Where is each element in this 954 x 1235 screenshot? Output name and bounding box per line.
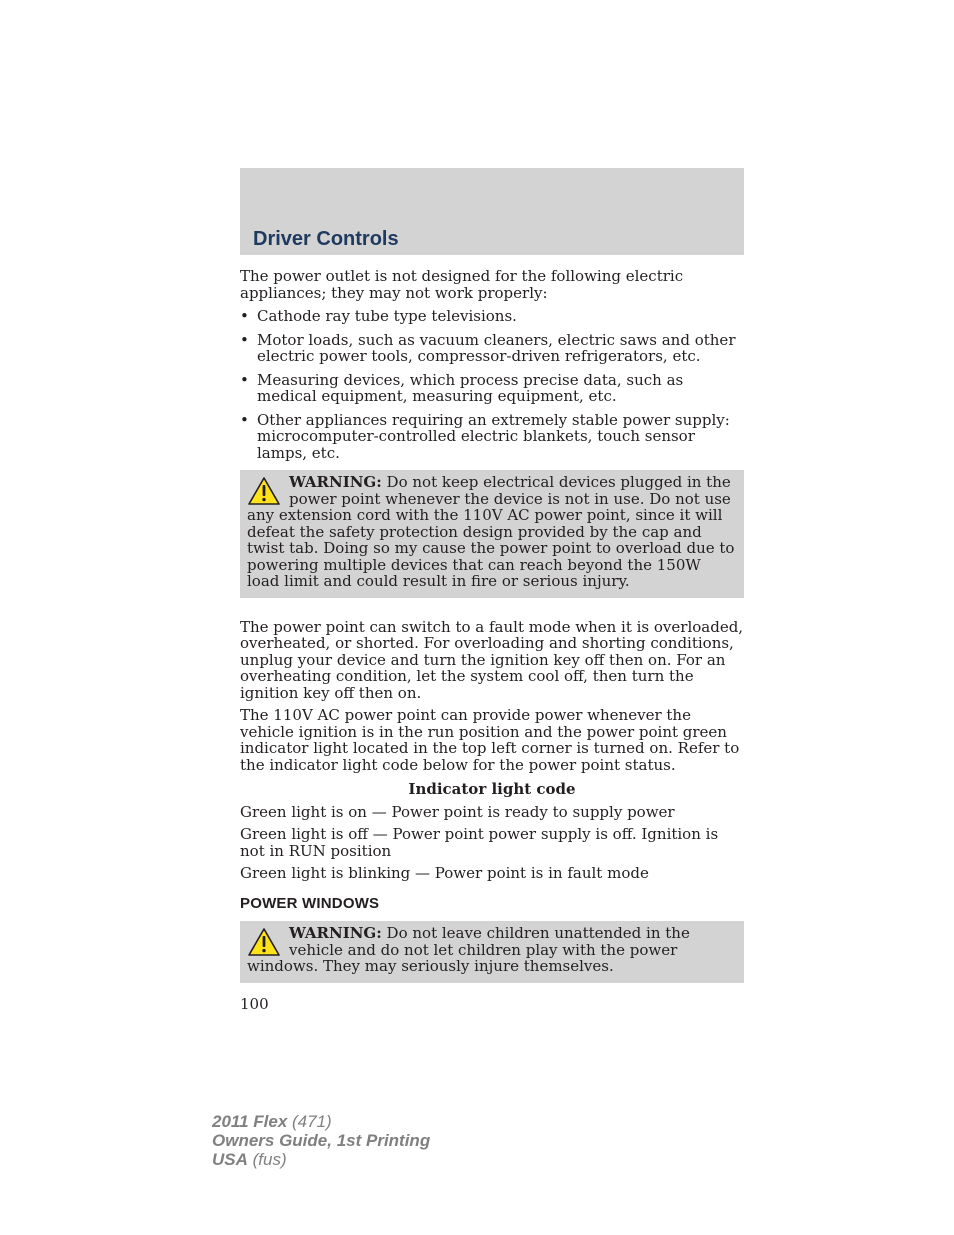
bullet-symbol: • [240,370,249,389]
footer-market: USA [212,1150,248,1169]
page-number: 100 [240,994,269,1013]
list-item-text: Other appliances requiring an extremely stable power supply: microcomputer-controlled electric blankets, touch sensor lamps, etc. [257,410,730,462]
indicator-code-line: Green light is on — Power point is ready to supply power [240,802,675,821]
bullet-symbol: • [240,330,249,349]
footer-line-model [212,1112,430,1131]
warning-label: WARNING: [289,924,382,942]
footer-model-code: (471) [287,1112,332,1131]
list-item-text: Motor loads, such as vacuum cleaners, electric saws and other electric power tools, compressor-driven refrigerators, etc. [257,330,736,365]
power-availability-paragraph: The 110V AC power point can provide power whenever the vehicle ignition is in the run position and the power point green indicator light located in the top left corner is turned on. Refer to the indicator light code below for the power point status. [240,706,740,774]
warning-box-power-point [240,470,744,598]
fault-mode-paragraph: The power point can switch to a fault mode when it is overloaded, overheated, or shorted. For overloading and shorting conditions, unplug your device and turn the ignition key off then on. For an overheating condition, let the system cool off, then turn the ignition key off then on. [240,617,744,702]
footer-model: 2011 Flex [212,1112,288,1131]
bullet-symbol: • [240,307,249,325]
footer-guide: Owners Guide, 1st Printing [212,1131,431,1150]
section-title: Driver Controls [253,228,399,250]
warning-box-power-windows [240,921,744,983]
warning-triangle-icon [247,927,281,957]
warning-body: Do not leave children unattended in the vehicle and do not let children play with the power windows. They may seriously injure themselves. [247,924,690,975]
warning-body: Do not keep electrical devices plugged in the power point whenever the device is not in use. Do not use any extension cord with the 110V AC power point, since it will defeat the safety protection design provided by the cap and twist tab. Doing so my cause the power point to overload due to powering multiple devices that can reach beyond the 150W load limit and could result in fire or serious injury. [247,473,735,590]
appliance-list [240,308,744,461]
list-item-text: Measuring devices, which process precise data, such as medical equipment, measuring equipment, etc. [257,370,684,405]
power-windows-heading: POWER WINDOWS [240,894,380,912]
warning-text [247,925,736,975]
footer-line-market [212,1150,430,1169]
footer-print-info [212,1112,430,1169]
section-header-band [240,168,744,255]
list-item-text: Cathode ray tube type televisions. [257,307,517,325]
intro-paragraph: The power outlet is not designed for the following electric appliances; they may not work properly: [240,267,684,302]
indicator-code-line: Green light is blinking — Power point is in fault mode [240,864,649,882]
page-content [240,268,744,1012]
list-item [240,412,744,462]
list-item [240,332,744,365]
list-item [240,372,744,405]
footer-line-guide [212,1131,430,1150]
footer-market-code: (fus) [247,1150,287,1169]
warning-label: WARNING: [289,473,382,491]
indicator-code-line: Green light is off — Power point power supply is off. Ignition is not in RUN position [240,825,719,860]
bullet-symbol: • [240,410,249,429]
indicator-heading: Indicator light code [408,780,576,798]
warning-triangle-icon [247,476,281,506]
warning-text [247,474,736,590]
list-item [240,308,744,325]
